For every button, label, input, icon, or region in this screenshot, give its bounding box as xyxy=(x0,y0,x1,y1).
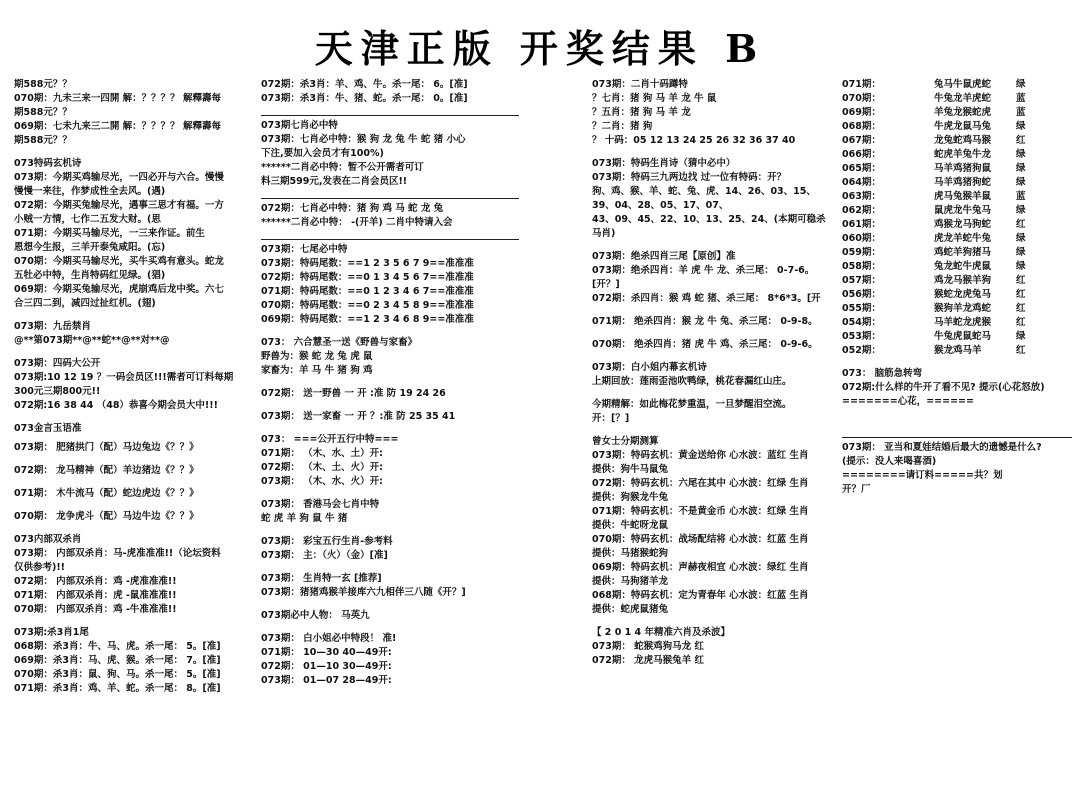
text-line: ？二肖：猪 狗 xyxy=(592,121,653,132)
text-line: 提供：马猪猴蛇狗 xyxy=(592,548,669,559)
table-row: 065期： 马羊鸡猪狗鼠 绿 xyxy=(842,163,1026,174)
table-row: 059期： 鸡蛇羊狗猪马 绿 xyxy=(842,247,1026,258)
text-line: 069期：特码玄机：声赫夜相宜 心水波：绿红 生肖 xyxy=(592,562,809,573)
text-line: 069期：七未九来三二開 解：？？？？ 解釋壽每 xyxy=(14,121,221,132)
table-row: 052期： 猴龙鸡马羊 红 xyxy=(842,345,1026,356)
block-wild-domestic xyxy=(261,336,519,378)
text-line: 野兽为：猴 蛇 龙 兔 虎 鼠 xyxy=(261,351,373,362)
text-line: 073期： （木、水、火）开: xyxy=(261,476,383,487)
text-line: 073期： 内部双杀肖：马-虎准准准!!（论坛资料 xyxy=(14,548,221,559)
text-line: 071期： 绝杀四肖：猴 龙 牛 兔、杀三尾： 0-9-8。 xyxy=(592,316,818,327)
text-line: 提供：牛蛇呀龙鼠 xyxy=(592,520,669,531)
text-line: 072期： （木、土、火）开: xyxy=(261,462,383,473)
text-line: 073期：特码玄机：黄金送给你 心水波：蓝红 生肖 xyxy=(592,450,809,461)
text-line: 070期： 内部双杀肖：鸡 -牛准准准!! xyxy=(14,604,177,615)
block-heading: 曾女士分期测算 xyxy=(592,436,659,447)
text-line: 提供：狗牛马鼠兔 xyxy=(592,464,669,475)
text-line: ？七肖：猪 狗 马 羊 龙 牛 鼠 xyxy=(592,93,717,104)
block-heading: 073期： 白小姐必中特段！ 准! xyxy=(261,633,397,644)
text-line: 073期： 蛇猴鸡狗马龙 红 xyxy=(592,641,704,652)
text-line: 蛇 虎 羊 狗 鼠 牛 猪 xyxy=(261,513,348,524)
text-line: 070期： 龙争虎斗（配）马边牛边《？？》 xyxy=(14,511,199,522)
table-row: 066期： 蛇虎羊兔牛龙 绿 xyxy=(842,149,1026,160)
block-interpretation xyxy=(592,398,832,426)
block-heading: 073期：九岳禁肖 xyxy=(14,321,91,332)
text-line: 期588元？？ xyxy=(14,135,72,146)
block-golden-words xyxy=(14,422,248,436)
text-line: 上期回放：莲雨歪池吹鸭绿，桃花春漏红山庄。 xyxy=(592,376,792,387)
block-kill-four xyxy=(592,250,832,306)
block-intro xyxy=(14,78,248,148)
text-line: (提示：没人来喝喜酒) xyxy=(842,456,937,467)
text-line: 开？厂 xyxy=(842,484,871,495)
text-line: 072期： 送一野兽 一 开 :准 防 19 24 26 xyxy=(261,388,446,399)
text-line: 期588元？？ xyxy=(14,107,72,118)
text-line: 072期：今期买兔输尽光，遇事三思才有福。一方 xyxy=(14,200,224,211)
table-row: 068期： 牛虎龙鼠马兔 绿 xyxy=(842,121,1026,132)
block-caibao xyxy=(261,535,519,563)
text-line: 071期： 10—30 40—49开: xyxy=(261,647,392,658)
block-heading: 073： ===公开五行中特=== xyxy=(261,434,399,445)
text-line: 069期：今期买兔输尽光，虎崩鸡后龙中奖。六七 xyxy=(14,284,224,295)
text-line: 300元三期800元!! xyxy=(14,386,101,397)
text-line: 期588元？？ xyxy=(14,79,72,90)
table-row: 056期： 猴蛇龙虎兔马 红 xyxy=(842,289,1026,300)
block-heading: 073： 六合慧圣一送《野兽与家畜》 xyxy=(261,337,418,348)
block-heading: 073特码玄机诗 xyxy=(14,158,82,169)
table-row: 067期： 龙兔蛇鸡马猴 红 xyxy=(842,135,1026,146)
block-heading: 【 2 0 1 4 年精准六肖及杀波】 xyxy=(592,627,730,638)
text-line: 069期：杀3肖：马、虎、猴。杀一尾： 7。[准] xyxy=(14,655,221,666)
text-line: 072期： 01—10 30—49开: xyxy=(261,661,392,672)
text-line: 073期：今期买鸡输尽光，一四必开与六合。慢慢 xyxy=(14,172,224,183)
table-row: 060期： 虎龙羊蛇牛兔 绿 xyxy=(842,233,1026,244)
text-line: 073期： 01—07 28—49开: xyxy=(261,675,392,686)
block-four-codes xyxy=(14,357,248,413)
table-row: 055期： 猴狗羊龙鸡蛇 红 xyxy=(842,303,1026,314)
text-line: 料三期599元,发表在二肖会员区!! xyxy=(261,176,408,187)
text-line: 小贼一方情，七作二五发大财。(思 xyxy=(14,214,161,225)
column-3 xyxy=(592,78,832,677)
table-row: 062期： 鼠虎龙牛兔马 绿 xyxy=(842,205,1026,216)
text-line: 070期：特码玄机：战场配结将 心水波：红蓝 生肖 xyxy=(592,534,809,545)
text-line: 072期： 内部双杀肖：鸡 -虎准准准!! xyxy=(14,576,177,587)
text-line: 提供：马狗猪羊龙 xyxy=(592,576,669,587)
block-heading: 073金言玉语准 xyxy=(14,423,82,434)
text-line: 072期：杀四肖：猴 鸡 蛇 猪、杀三尾： 8*6*3。[开 xyxy=(592,293,821,304)
text-line: 恩想今生报，三羊开泰兔咸阳。(忘) xyxy=(14,242,166,253)
page-title: 天津正版 开奖结果 B xyxy=(314,26,766,71)
column-1 xyxy=(14,78,248,705)
text-line: 068期：特码玄机：定为青春年 心水波：红蓝 生肖 xyxy=(592,590,809,601)
text-line: 072期：杀3肖：羊、鸡、牛。杀一尾： 6。[准] xyxy=(261,79,468,90)
block-zodiac-mystery xyxy=(261,572,519,600)
text-line: 071期：今期买马输尽光，一三来作证。前生 xyxy=(14,228,205,239)
text-line: 073期： 主：（火）（金）[准] xyxy=(261,550,388,561)
table-row: 071期： 兔马牛鼠虎蛇 绿 xyxy=(842,79,1026,90)
table-row: 054期： 马羊蛇龙虎猴 红 xyxy=(842,317,1026,328)
text-line: 073期：特码尾数：==1 2 3 5 6 7 9==准准准 xyxy=(261,258,474,269)
text-line: 43、09、45、22、10、13、25、24、(本期可稳杀 xyxy=(592,214,826,225)
text-line: 提供：蛇虎鼠猪兔 xyxy=(592,604,669,615)
column-2 xyxy=(261,78,519,697)
text-line: ******二肖必中特： -(开羊) 二肖中特请入会 xyxy=(261,217,453,228)
text-line: 071期： 木牛流马（配）蛇边虎边《？？》 xyxy=(14,488,199,499)
text-line: 068期：杀3肖：牛、马、虎。杀一尾： 5。[准] xyxy=(14,641,221,652)
block-hk-jockey xyxy=(261,498,519,526)
block-heading: 073内部双杀肖 xyxy=(14,534,82,545)
block-white-lady-poem xyxy=(592,361,832,389)
block-seven-zodiac-prev xyxy=(261,198,519,230)
text-line: =======心花，====== xyxy=(842,396,974,407)
block-heading: 073期： 香港马会七肖中特 xyxy=(261,499,380,510)
text-line: 071期：杀3肖：鸡、羊、蛇。杀一尾： 8。[准] xyxy=(14,683,221,694)
text-line: 072期：七肖必中特：猪 狗 鸡 马 蛇 龙 兔 xyxy=(261,203,444,214)
text-line: 071期： 内部双杀肖：虎 -鼠准准准!! xyxy=(14,590,177,601)
text-line: 仅供参考)!! xyxy=(14,562,66,573)
table-row: 053期： 牛兔虎鼠蛇马 绿 xyxy=(842,331,1026,342)
block-kill-continued xyxy=(261,78,519,106)
text-line: 073期： 肥猪拱门（配）马边兔边《？？》 xyxy=(14,442,199,453)
text-line: 马肖) xyxy=(592,228,616,239)
block-heading: 073期：特码生肖诗（猜中必中） xyxy=(592,158,736,169)
text-line: 五牡必中特，生肖特码红见绿。(猖) xyxy=(14,270,166,281)
text-line: 狗、鸡、猴、羊、蛇、兔、虎、14、26、03、15、 xyxy=(592,186,816,197)
text-line: 39、04、28、05、17、07、 xyxy=(592,200,729,211)
text-line: 073期： 亚当和夏娃结婚后最大的遗憾是什么? xyxy=(842,442,1042,453)
text-line: 开：[？] xyxy=(592,413,630,424)
table-row: 064期： 马羊鸡猪狗蛇 绿 xyxy=(842,177,1026,188)
block-heading: 073期： 彩宝五行生肖-参考料 xyxy=(261,536,393,547)
table-row: 063期： 虎马兔猴羊鼠 蓝 xyxy=(842,191,1026,202)
text-line: 070期：九未三来一四開 解：？？？？ 解釋壽每 xyxy=(14,93,221,104)
table-row: 061期： 鸡猴龙马狗蛇 红 xyxy=(842,219,1026,230)
text-line: ？ 十码：05 12 13 24 25 26 32 36 37 40 xyxy=(592,135,796,146)
text-line: 071期：特码尾数：==0 1 2 3 4 6 7==准准准 xyxy=(261,286,474,297)
text-line: 072期：特码尾数：==0 1 3 4 5 6 7==准准准 xyxy=(261,272,474,283)
block-heading: 073期七肖必中特 xyxy=(261,120,338,131)
block-heading: 073期：七尾必中特 xyxy=(261,244,348,255)
block-two-zodiac-ten-codes xyxy=(592,78,832,148)
block-forbidden xyxy=(14,320,248,348)
block-poem xyxy=(14,157,248,311)
text-line: 071期： （木、水、土）开: xyxy=(261,448,383,459)
table-row: 070期： 牛兔龙羊虎蛇 蓝 xyxy=(842,93,1026,104)
text-line: 072期： 龙马精神（配）羊边猪边《？？》 xyxy=(14,465,199,476)
text-line: 073期必中人物： 马英九 xyxy=(261,610,370,621)
text-line: 071期：特码玄机：不是黄金币 心水波：红绿 生肖 xyxy=(592,506,809,517)
text-line: 072期： 龙虎马猴兔羊 红 xyxy=(592,655,704,666)
block-white-lady-range xyxy=(261,632,519,688)
column-4 xyxy=(842,78,1072,506)
text-line: 072期:什么样的牛开了看不见? 提示(心花怒放) xyxy=(842,382,1045,393)
zodiac-color-table xyxy=(842,78,1072,358)
text-line: 070期：特码尾数：==0 2 3 4 5 8 9==准准准 xyxy=(261,300,474,311)
text-line: 072期：特码玄机：六尾在其中 心水波：红绿 生肖 xyxy=(592,478,809,489)
text-line: 073期：绝杀四肖：羊 虎 牛 龙、杀三尾： 0-7-6。 xyxy=(592,265,815,276)
block-heading: 073期： 生肖特一玄 [推荐] xyxy=(261,573,382,584)
block-seven-tails xyxy=(261,239,519,327)
table-row: 058期： 兔龙蛇牛虎鼠 绿 xyxy=(842,261,1026,272)
text-line: ========请订料=====共？划 xyxy=(842,470,1003,481)
block-heading: 073期:杀3肖1尾 xyxy=(14,627,89,638)
text-line: 家畜为：羊 马 牛 猪 狗 鸡 xyxy=(261,365,373,376)
text-line: ？五肖：猪 狗 马 羊 龙 xyxy=(592,107,691,118)
block-seven-zodiac xyxy=(261,115,519,189)
text-line: 073期：特码三九两边找 过一位有特码：开？ xyxy=(592,172,787,183)
text-line: [开？] xyxy=(592,279,620,290)
block-heading: 073期：绝杀四肖三尾【原创】准 xyxy=(592,251,736,262)
block-heading: 073期：四码大公开 xyxy=(14,358,101,369)
block-heading: 073期：白小姐内幕玄机诗 xyxy=(592,362,707,373)
text-line: 070期： 绝杀四肖：猪 虎 牛 鸡、杀三尾： 0-9-6。 xyxy=(592,339,818,350)
block-ms-zeng xyxy=(592,435,832,617)
block-2014-six-zodiac xyxy=(592,626,832,668)
text-line: 慢慢一来往，作梦成性全去风。(遇) xyxy=(14,186,166,197)
block-five-elements xyxy=(261,433,519,489)
text-line: 069期：特码尾数：==1 2 3 4 6 8 9==准准准 xyxy=(261,314,474,325)
text-line: 070期：杀3肖：鼠、狗、马。杀一尾： 5。[准] xyxy=(14,669,221,680)
text-line: 073期：杀3肖：牛、猪、蛇。杀一尾： 0。[准] xyxy=(261,93,468,104)
block-internal-kill xyxy=(14,533,248,617)
block-kill-three xyxy=(14,626,248,696)
text-line: 今期精解：如此梅花梦重温，一旦梦醒泪空流。 xyxy=(592,399,792,410)
text-line: @**第073期**@**蛇**@**对**@ xyxy=(14,335,170,346)
text-line: ******二肖必中特：暂不公开需者可订 xyxy=(261,162,424,173)
text-line: 073期： 送一家畜 一 开 ？:准 防 25 35 41 xyxy=(261,411,456,422)
text-line: 提供：狗猴龙牛兔 xyxy=(592,492,669,503)
text-line: 070期：今期买马输尽光，买牛买鸡有意头。蛇龙 xyxy=(14,256,224,267)
block-brain-teaser xyxy=(842,367,1072,409)
table-row: 057期： 鸡龙马猴羊狗 红 xyxy=(842,275,1026,286)
text-line: 073期：猪猪鸡猴羊接库六九相伴三八随《开？] xyxy=(261,587,466,598)
block-heading: 073： 脑筋急转弯 xyxy=(842,368,923,379)
text-line: 下注,要加入会员才有100%) xyxy=(261,148,384,159)
text-line: 072期:16 38 44 （48）恭喜今期会员大中!!! xyxy=(14,400,218,411)
block-zodiac-poem xyxy=(592,157,832,241)
text-line: 合三四二到，减四过扯红机。(翅) xyxy=(14,298,156,309)
block-heading: 073期：二肖十码蹲特 xyxy=(592,79,688,90)
text-line: 073期:10 12 19 ？一码会员区!!!需者可订料每期 xyxy=(14,372,234,383)
text-line: 073期：七肖必中特：猴 狗 龙 兔 牛 蛇 猪 小心 xyxy=(261,134,466,145)
block-riddle xyxy=(842,437,1072,497)
table-row: 069期： 羊兔龙猴蛇虎 蓝 xyxy=(842,107,1026,118)
